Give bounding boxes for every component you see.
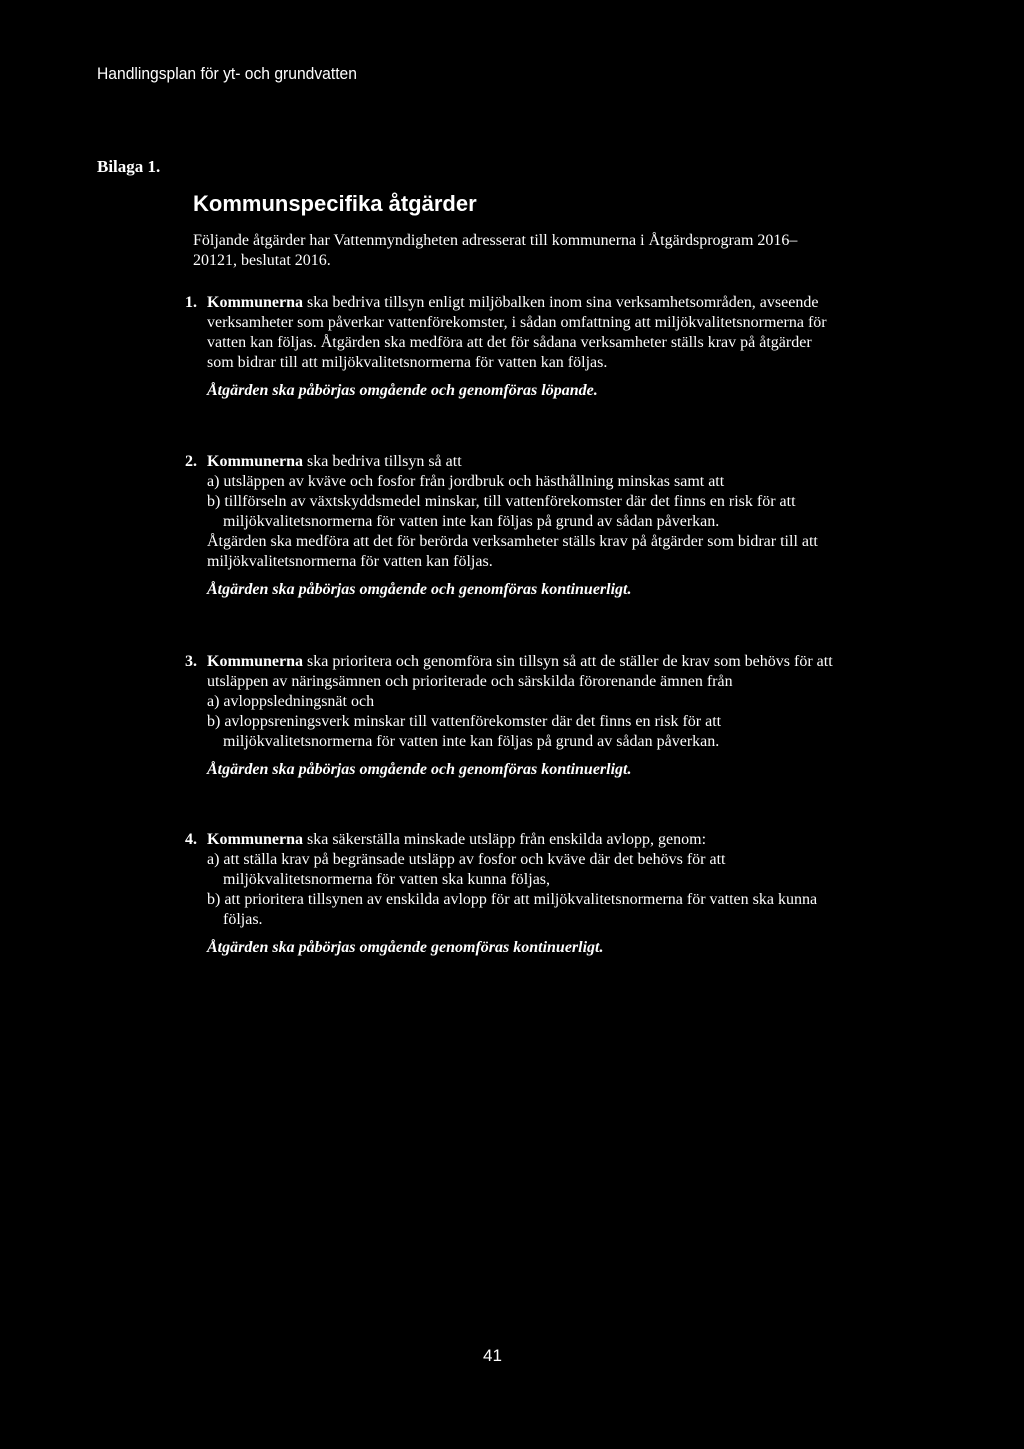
item-text [207,830,833,850]
measure-item-2 [185,452,833,600]
item-body: ska säkerställa minskade utsläpp från enskilda avlopp, genom: [303,831,707,848]
measure-item-3 [185,652,833,780]
item-sub-a: a) att ställa krav på begränsade utsläpp av fosfor och kväve där det behövs för att miljökvalitetsnormerna för vatten ska kunna följas, [207,851,726,888]
item-subject: Kommunerna [207,453,303,470]
item-after-text: Åtgärden ska medföra att det för berörda verksamheter ställs krav på åtgärder som bidrar till att miljökvalitetsnormerna för vatten kan följas. [207,533,818,570]
measure-item-4 [185,830,833,958]
item-number: 1. [185,294,197,311]
item-subject: Kommunerna [207,831,303,848]
item-text [207,452,833,472]
document-header: Handlingsplan för yt- och grundvatten [97,64,357,83]
item-text [207,293,833,373]
item-body: ska bedriva tillsyn enligt miljöbalken inom sina verksamhetsområden, avseende verksamheter som påverkar vattenförekomster, i sådan omfattning att miljökvalitetsnormerna för vatten kan följas. Åtgärden ska medföra att det för sådana verksamheter ställs krav på åtgärder som bidrar till att miljökvalitetsnormerna för vatten kan följas. [207,294,827,371]
item-note: Åtgärden ska påbörjas omgående och genomföras kontinuerligt. [207,761,632,778]
item-subject: Kommunerna [207,294,303,311]
item-sub-b: b) avloppsreningsverk minskar till vattenförekomster där det finns en risk för att miljökvalitetsnormerna för vatten inte kan följas på grund av sådan påverkan. [207,713,722,750]
item-subject: Kommunerna [207,653,303,670]
intro-paragraph: Följande åtgärder har Vattenmyndigheten adresserat till kommunerna i Åtgärdsprogram 2016–20121, beslutat 2016. [193,232,798,269]
item-note: Åtgärden ska påbörjas omgående och genomföras löpande. [207,382,598,399]
item-sub-a: a) utsläppen av kväve och fosfor från jordbruk och hästhållning minskas samt att [207,473,725,490]
item-body: ska prioritera och genomföra sin tillsyn så att de ställer de krav som behövs för att utsläppen av näringsämnen och prioriterade och särskilda förorenande ämnen från [207,653,833,690]
item-note: Åtgärden ska påbörjas omgående genomföras kontinuerligt. [207,939,604,956]
item-sub-a: a) avloppsledningsnät och [207,693,375,710]
appendix-label: Bilaga 1. [97,157,161,176]
item-number: 4. [185,831,197,848]
item-sub-b: b) att prioritera tillsynen av enskilda avlopp för att miljökvalitetsnormerna för vatten ska kunna följas. [207,891,818,928]
item-text [207,652,833,692]
item-number: 2. [185,453,197,470]
item-number: 3. [185,653,197,670]
item-body: ska bedriva tillsyn så att [303,453,462,470]
section-title: Kommunspecifika åtgärder [193,191,477,216]
measure-item-1 [185,293,833,401]
item-note: Åtgärden ska påbörjas omgående och genomföras kontinuerligt. [207,581,632,598]
page-number: 41 [483,1346,502,1365]
item-sub-b: b) tillförseln av växtskyddsmedel minskar, till vattenförekomster där det finns en risk för att miljökvalitetsnormerna för vatten inte kan följas på grund av sådan påverkan. [207,493,796,530]
